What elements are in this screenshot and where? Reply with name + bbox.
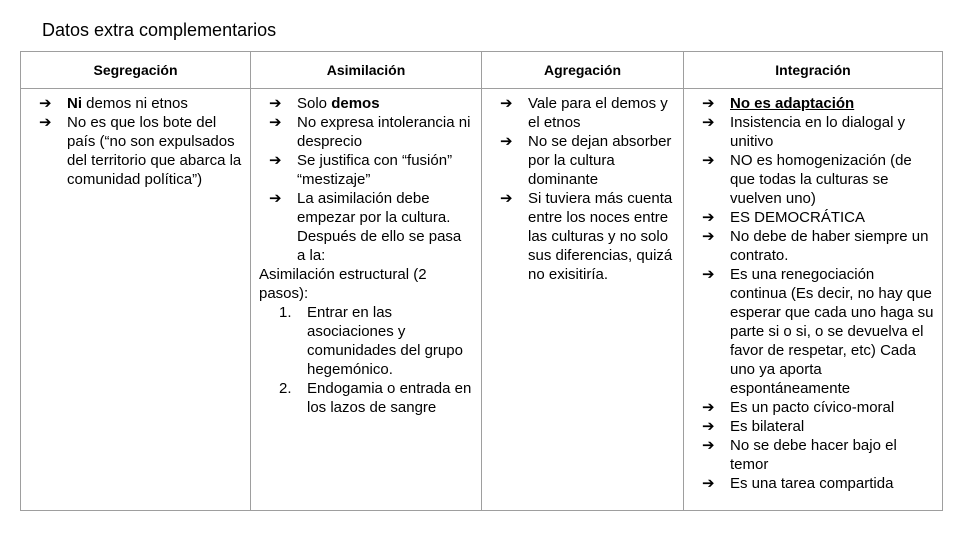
- arrow-icon: ➔: [269, 152, 282, 169]
- arrow-icon: ➔: [702, 95, 715, 112]
- list-item: [692, 113, 934, 151]
- arrow-icon: ➔: [269, 190, 282, 207]
- plain-text: Asimilación estructural (2 pasos):: [259, 266, 427, 302]
- list-item: [692, 208, 934, 227]
- item-number: 1.: [279, 304, 292, 321]
- arrow-icon: ➔: [500, 95, 513, 112]
- list-item: [692, 474, 934, 493]
- header-row: [21, 52, 943, 89]
- bullet-text: Es una renegociación continua (Es decir, no hay que esperar que cada uno haga su parte si o si, o se devuelva el favor de respetar, etc) Cada uno ya aporta espontáneamente: [730, 266, 934, 397]
- arrow-icon: ➔: [500, 190, 513, 207]
- list-item: [692, 417, 934, 436]
- bullet-text: ES DEMOCRÁTICA: [730, 209, 866, 226]
- bullet-text: La asimilación debe empezar por la cultura. Después de ello se pasa a la:: [297, 190, 462, 264]
- header-segregacion: Segregación: [21, 52, 251, 89]
- list-item: [259, 113, 473, 151]
- arrow-icon: ➔: [500, 133, 513, 150]
- bullet-text: Si tuviera más cuenta entre los noces entre las culturas y no solo sus diferencias, quizá no exisitiría.: [528, 190, 673, 283]
- arrow-icon: ➔: [702, 399, 715, 416]
- cell-integracion: [684, 89, 943, 511]
- bullet-text: Insistencia en lo dialogal y unitivo: [730, 114, 906, 150]
- bullet-text: Es bilateral: [730, 418, 805, 435]
- list-item: [259, 189, 473, 265]
- list-item: [29, 113, 242, 189]
- list-item: [490, 132, 675, 189]
- item-number: 2.: [279, 380, 292, 397]
- item-text: Endogamia o entrada en los lazos de sangre: [307, 380, 472, 416]
- bullet-text: Se justifica con “fusión” “mestizaje”: [297, 152, 453, 188]
- list-item: [692, 265, 934, 398]
- list-item: [29, 94, 242, 113]
- arrow-icon: ➔: [269, 114, 282, 131]
- content-row: [21, 89, 943, 511]
- cell-agregacion: [482, 89, 684, 511]
- comparison-table: [20, 51, 943, 511]
- list-item: [692, 436, 934, 474]
- arrow-icon: ➔: [39, 114, 52, 131]
- arrow-icon: ➔: [702, 209, 715, 226]
- page-title: Datos extra complementarios: [42, 20, 277, 40]
- list-item: [490, 189, 675, 284]
- arrow-icon: ➔: [702, 437, 715, 454]
- header-integracion: Integración: [684, 52, 943, 89]
- bullet-text: NO es homogenización (de que todas la culturas se vuelven uno): [730, 152, 912, 207]
- arrow-icon: ➔: [702, 152, 715, 169]
- bullet-text: No se debe hacer bajo el temor: [730, 437, 897, 473]
- bullet-text: Vale para el demos y el etnos: [528, 95, 668, 131]
- bullet-bold: No es adaptación: [730, 95, 855, 112]
- list-item: [490, 94, 675, 132]
- list-item: [692, 227, 934, 265]
- item-text: Entrar en las asociaciones y comunidades del grupo hegemónico.: [307, 304, 463, 378]
- arrow-icon: ➔: [702, 418, 715, 435]
- bullet-bold: Ni: [67, 95, 82, 112]
- list-item: [259, 94, 473, 113]
- arrow-icon: ➔: [702, 266, 715, 283]
- list-item: [692, 151, 934, 208]
- header-agregacion: Agregación: [482, 52, 684, 89]
- arrow-icon: ➔: [39, 95, 52, 112]
- bullet-text: Es una tarea compartida: [730, 475, 894, 492]
- bullet-text: No expresa intolerancia ni desprecio: [297, 114, 471, 150]
- bullet-text: demos ni etnos: [82, 95, 188, 112]
- cell-asimilacion: [251, 89, 482, 511]
- bullet-text: No se dejan absorber por la cultura dominante: [528, 133, 672, 188]
- header-asimilacion: Asimilación: [251, 52, 482, 89]
- bullet-text: No debe de haber siempre un contrato.: [730, 228, 929, 264]
- bullet-text: Solo: [297, 95, 332, 112]
- bullet-bold: demos: [331, 95, 380, 112]
- arrow-icon: ➔: [702, 114, 715, 131]
- list-item: [259, 151, 473, 189]
- numbered-item: [259, 379, 473, 417]
- bullet-text: Es un pacto cívico-moral: [730, 399, 895, 416]
- numbered-item: [259, 303, 473, 379]
- bullet-text: No es que los bote del país (“no son expulsados del territorio que abarca la comunidad política”): [67, 114, 242, 188]
- arrow-icon: ➔: [702, 475, 715, 492]
- arrow-icon: ➔: [702, 228, 715, 245]
- arrow-icon: ➔: [269, 95, 282, 112]
- cell-segregacion: [21, 89, 251, 511]
- list-item: [692, 398, 934, 417]
- list-item: [692, 94, 934, 113]
